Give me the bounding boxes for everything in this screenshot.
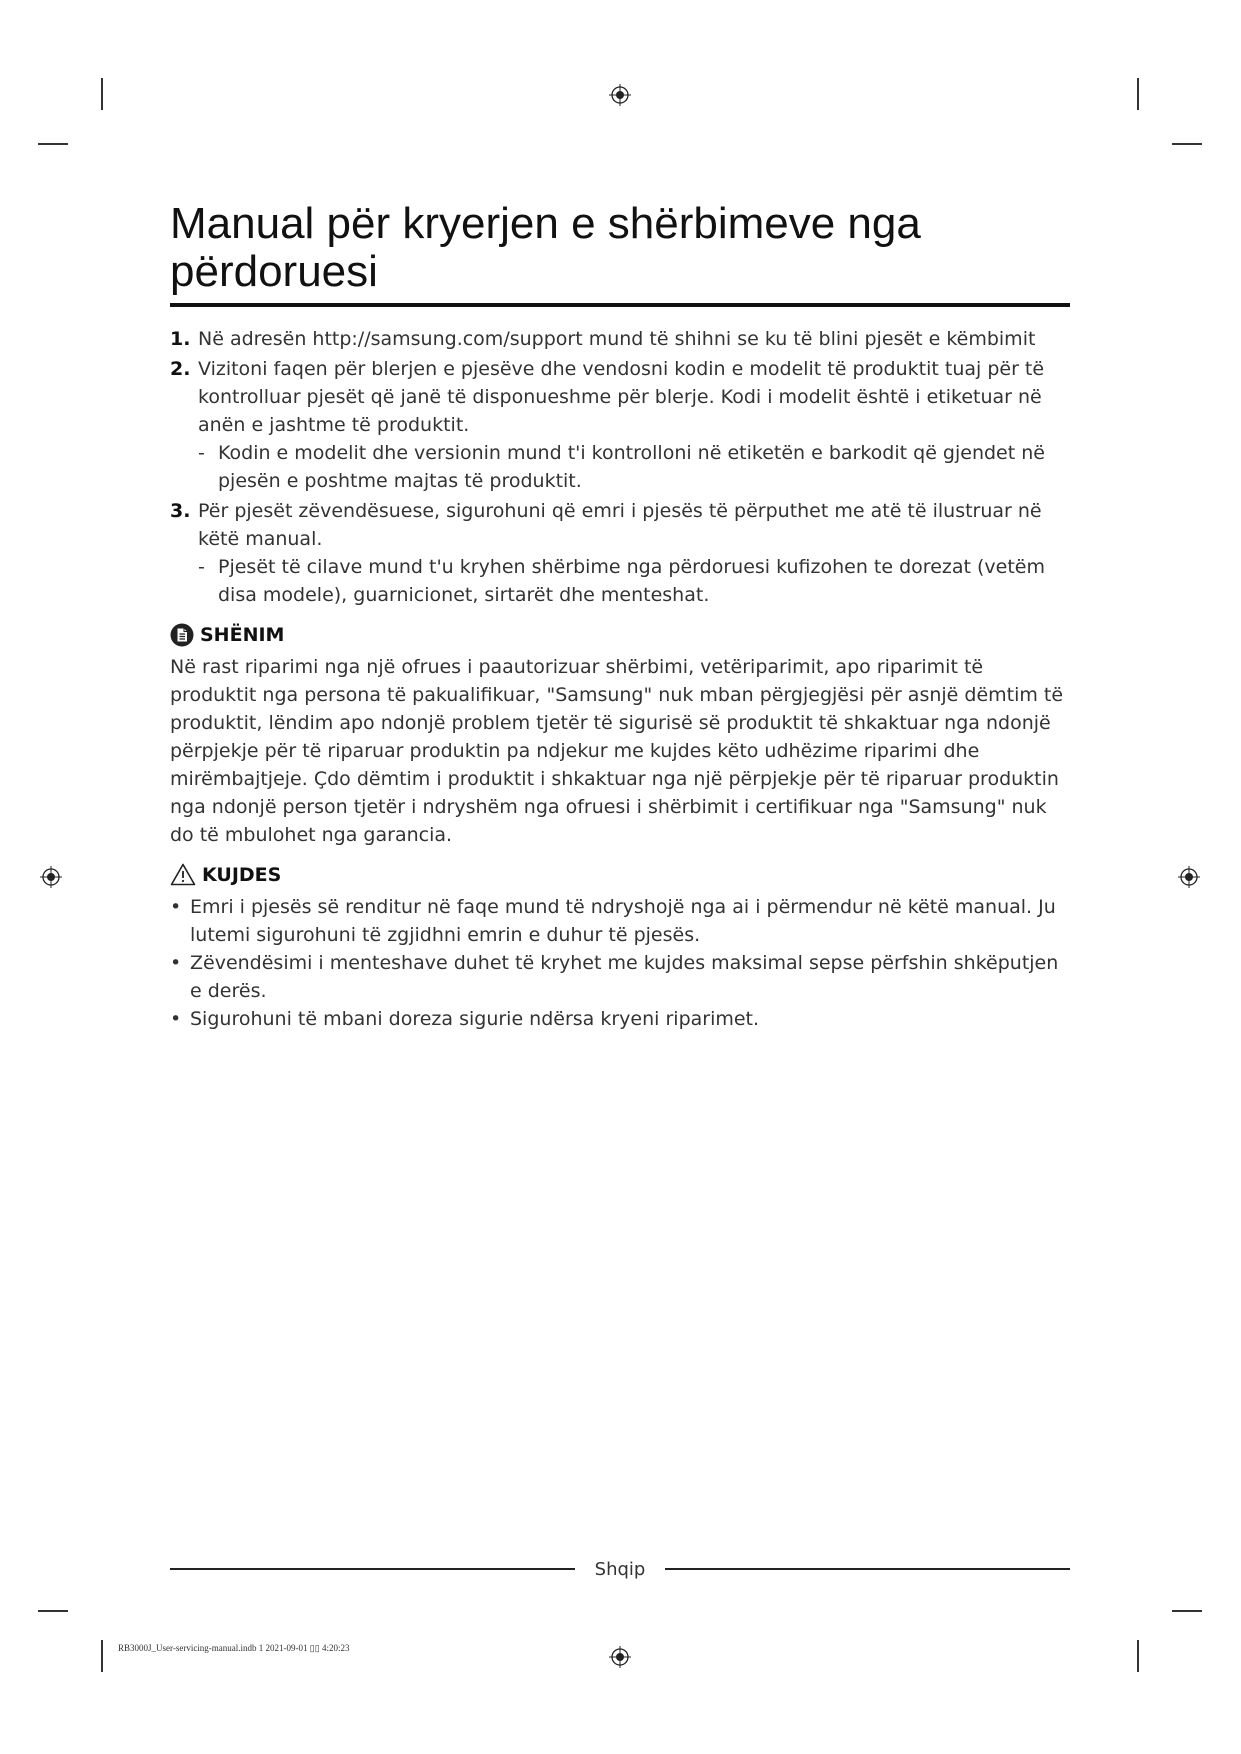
- registration-mark-icon: [609, 1646, 631, 1668]
- list-item: • Emri i pjesës së renditur në faqe mund të ndryshojë nga ai i përmendur në këtë manual. Ju lutemi sigurohuni të zgjidhni emrin e duhur të pjesës.: [170, 893, 1070, 949]
- step-text: Vizitoni faqen për blerjen e pjesëve dhe vendosni kodin e modelit të produktit tuaj për të kontrolluar pjesët që janë të disponueshme për blerje. Kodi i modelit është i etiketuar në anën e jashtme të produktit.: [198, 357, 1045, 436]
- registration-mark-icon: [609, 84, 631, 106]
- warning-triangle-icon: [170, 863, 196, 886]
- list-item: [170, 325, 1070, 353]
- list-item: [170, 497, 1070, 609]
- crop-mark: [1137, 1640, 1139, 1672]
- footer-rule: [665, 1568, 1070, 1570]
- crop-mark: [38, 1610, 68, 1612]
- footer-language: Shqip: [594, 1558, 646, 1580]
- sub-item: - Pjesët të cilave mund t'u kryhen shërbime nga përdoruesi kufizohen te dorezat (vetëm disa modele), guarnicionet, sirtarët dhe menteshat.: [198, 553, 1070, 609]
- caution-heading-label: KUJDES: [202, 863, 282, 886]
- step-number: 2.: [170, 357, 191, 380]
- page-content: [170, 200, 1070, 1033]
- step-number: 1.: [170, 327, 191, 350]
- sub-item: - Kodin e modelit dhe versionin mund t'i kontrolloni në etiketën e barkodit që gjendet në pjesën e poshtme majtas të produktit.: [198, 439, 1070, 495]
- caution-heading: [170, 861, 1070, 889]
- note-text: Në rast riparimi nga një ofrues i paautorizuar shërbimi, vetëriparimit, apo riparimit të produktit nga persona të pakualifikuar, "Samsung" nuk mban përgjegjësi për asnjë dëmtim të produktit, lëndim apo ndonjë problem tjetër të sigurisë së produktit të shkaktuar nga ndonjë përpjekje për të riparuar produktin pa ndjekur me kujdes këto udhëzime riparimi dhe mirëmbajtjeje. Çdo dëmtim i produktit i shkaktuar nga një përpjekje për të riparuar produktin nga ndonjë person tjetër i ndryshëm nga ofruesi i shërbimit i certifikuar nga "Samsung" nuk do të mbulohet nga garancia.: [170, 655, 1064, 846]
- sub-list: [198, 439, 1070, 495]
- list-item: [170, 355, 1070, 495]
- registration-mark-icon: [1178, 866, 1200, 888]
- page-title: Manual për kryerjen e shërbimeve nga përdoruesi: [170, 200, 1070, 307]
- crop-mark: [101, 1640, 103, 1672]
- crop-mark: [101, 78, 103, 110]
- step-text: Për pjesët zëvendësuese, sigurohuni që emri i pjesës të përputhet me atë të ilustruar në këtë manual.: [198, 499, 1042, 550]
- caution-list: [170, 893, 1070, 1033]
- step-number: 3.: [170, 499, 191, 522]
- registration-mark-icon: [40, 866, 62, 888]
- steps-list: [170, 325, 1070, 609]
- crop-mark: [1137, 78, 1139, 110]
- print-slug: RB3000J_User-servicing-manual.indb 1 2021-09-01 ▯▯ 4:20:23: [118, 1643, 350, 1653]
- page-footer: [170, 1554, 1070, 1584]
- crop-mark: [1172, 1610, 1202, 1612]
- sub-list: [198, 553, 1070, 609]
- footer-rule: [170, 1568, 575, 1570]
- note-heading: [170, 621, 1070, 649]
- list-item: • Zëvendësimi i menteshave duhet të kryhet me kujdes maksimal sepse përfshin shkëputjen e derës.: [170, 949, 1070, 1005]
- list-item: • Sigurohuni të mbani doreza sigurie ndërsa kryeni riparimet.: [170, 1005, 1070, 1033]
- crop-mark: [38, 143, 68, 145]
- note-icon: [170, 623, 194, 647]
- note-heading-label: SHËNIM: [200, 623, 285, 646]
- crop-mark: [1172, 143, 1202, 145]
- step-text: Në adresën http://samsung.com/support mund të shihni se ku të blini pjesët e këmbimit: [198, 327, 1036, 350]
